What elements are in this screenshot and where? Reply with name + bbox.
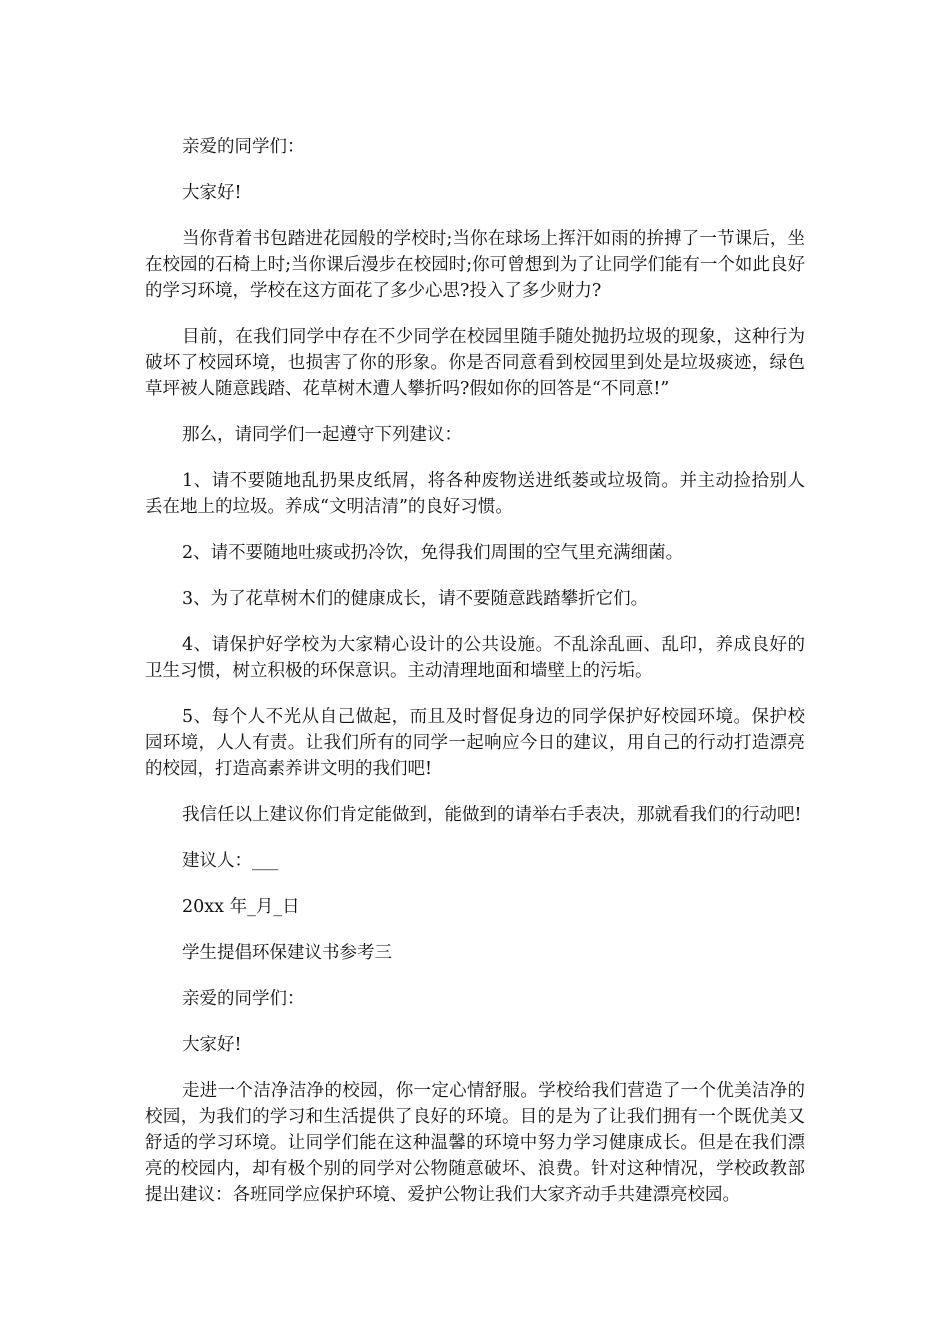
suggestion-item-2: 2、请不要随地吐痰或扔冷饮，免得我们周围的空气里充满细菌。 <box>182 543 684 563</box>
suggestion-item-5: 5、每个人不光从自己做起，而且及时督促身边的同学保护好校园环境。保护校园环境，人人有责。让我们所有的同学一起响应今日的建议，用自己的行动打造漂亮的校园，打造高素养讲文明的我们吧! <box>145 707 805 779</box>
greeting: 大家好! <box>182 183 242 203</box>
suggestion-item-4: 4、请保护好学校为大家精心设计的公共设施。不乱涂乱画、乱印，养成良好的卫生习惯，树立积极的环保意识。主动清理地面和墙壁上的污垢。 <box>145 635 805 681</box>
suggestion-intro: 那么，请同学们一起遵守下列建议： <box>182 425 462 445</box>
intro-paragraph: 当你背着书包踏进花园般的学校时;当你在球场上挥汗如雨的拚搏了一节课后，坐在校园的石椅上时;当你课后漫步在校园时;你可曾想到为了让同学们能有一个如此良好的学习环境，学校在这方面花了多少心思?投入了多少财力? <box>145 229 805 301</box>
closing-paragraph: 我信任以上建议你们肯定能做到，能做到的请举右手表决，那就看我们的行动吧! <box>182 805 802 825</box>
suggestion-item-3: 3、为了花草树木们的健康成长，请不要随意践踏攀折它们。 <box>182 589 649 609</box>
suggestion-item-1: 1、请不要随地乱扔果皮纸屑，将各种废物送进纸蒌或垃圾筒。并主动捡拾别人丢在地上的垃圾。养成“文明洁清”的良好习惯。 <box>145 471 805 517</box>
salutation-2: 亲爱的同学们： <box>182 989 305 1009</box>
date-line: 20xx 年_月_日 <box>182 897 300 917</box>
body-paragraph-2: 走进一个洁净洁净的校园，你一定心情舒服。学校给我们营造了一个优美洁净的校园，为我们的学习和生活提供了良好的环境。目的是为了让我们拥有一个既优美又舒适的学习环境。让同学们能在这种温馨的环境中努力学习健康成长。但是在我们漂亮的校园内，却有极个别的同学对公物随意破坏、浪费。针对这种情况，学校政教部提出建议：各班同学应保护环境、爱护公物让我们大家齐动手共建漂亮校园。 <box>145 1081 805 1205</box>
proposer-line: 建议人：___ <box>182 851 279 871</box>
salutation: 亲爱的同学们： <box>182 137 305 157</box>
greeting-2: 大家好! <box>182 1035 242 1055</box>
problem-paragraph: 目前，在我们同学中存在不少同学在校园里随手随处抛扔垃圾的现象，这种行为破坏了校园环境，也损害了你的形象。你是否同意看到校园里到处是垃圾痰迹，绿色草坪被人随意践踏、花草树木遭人攀折吗?假如你的回答是“不同意!” <box>145 327 805 399</box>
document-body <box>145 134 805 1228</box>
section-title: 学生提倡环保建议书参考三 <box>182 943 392 963</box>
